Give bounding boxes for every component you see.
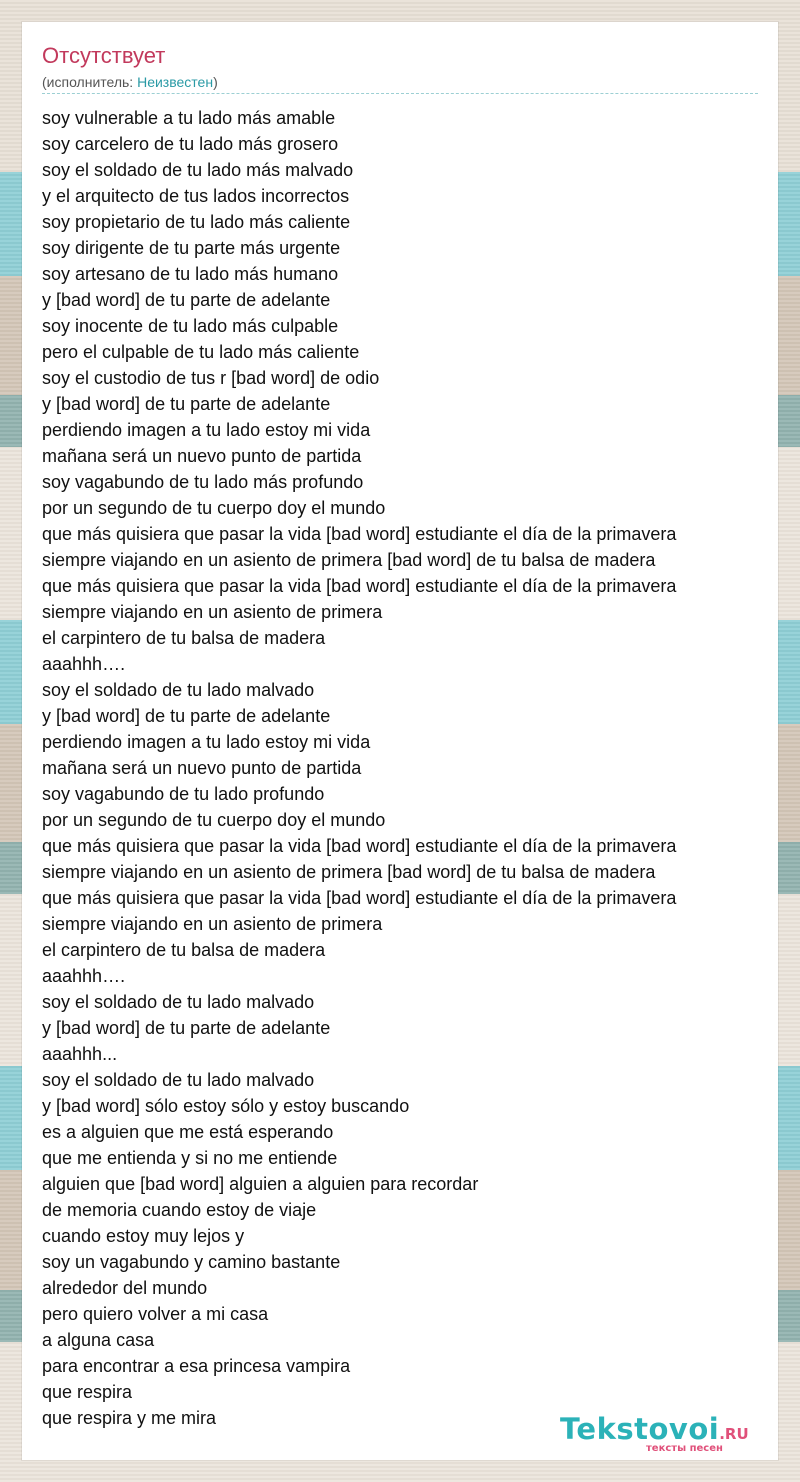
lyric-line: mañana será un nuevo punto de partida <box>42 758 362 778</box>
lyric-line: el carpintero de tu balsa de madera <box>42 628 326 648</box>
lyric-line: que más quisiera que pasar la vida [bad word] estudiante el día de la primavera <box>42 888 677 908</box>
lyric-line: aaahhh... <box>42 1044 118 1064</box>
title-divider <box>42 93 758 94</box>
lyric-line: soy vagabundo de tu lado profundo <box>42 784 325 804</box>
song-title: Отсутствует <box>42 43 166 68</box>
artist-link[interactable]: Неизвестен <box>137 74 214 90</box>
lyric-line: que más quisiera que pasar la vida [bad word] estudiante el día de la primavera <box>42 576 677 596</box>
lyric-line: que respira y me mira <box>42 1408 217 1428</box>
logo-tagline: тексты песен <box>646 1443 723 1454</box>
lyric-line: perdiendo imagen a tu lado estoy mi vida <box>42 420 371 440</box>
lyric-line: y [bad word] sólo estoy sólo y estoy buscando <box>42 1096 410 1116</box>
artist-line <box>42 73 218 91</box>
lyric-line: soy el soldado de tu lado malvado <box>42 680 315 700</box>
lyrics-text <box>42 105 762 1431</box>
lyric-line: y [bad word] de tu parte de adelante <box>42 1018 331 1038</box>
lyric-line: que más quisiera que pasar la vida [bad word] estudiante el día de la primavera <box>42 524 677 544</box>
lyric-line: el carpintero de tu balsa de madera <box>42 940 326 960</box>
lyrics-card <box>22 22 778 1460</box>
lyric-line: es a alguien que me está esperando <box>42 1122 334 1142</box>
lyric-line: soy inocente de tu lado más culpable <box>42 316 339 336</box>
site-logo[interactable] <box>560 1412 770 1456</box>
lyric-line: cuando estoy muy lejos y <box>42 1226 245 1246</box>
lyric-line: alguien que [bad word] alguien a alguien para recordar <box>42 1174 479 1194</box>
lyric-line: y [bad word] de tu parte de adelante <box>42 290 331 310</box>
lyric-line: de memoria cuando estoy de viaje <box>42 1200 317 1220</box>
lyric-line: que respira <box>42 1382 133 1402</box>
lyric-line: perdiendo imagen a tu lado estoy mi vida <box>42 732 371 752</box>
lyric-line: soy vulnerable a tu lado más amable <box>42 108 336 128</box>
lyric-line: y [bad word] de tu parte de adelante <box>42 394 331 414</box>
lyric-line: aaahhh…. <box>42 966 126 986</box>
artist-prefix: (исполнитель: <box>42 74 138 90</box>
lyric-line: a alguna casa <box>42 1330 155 1350</box>
lyric-line: soy el soldado de tu lado más malvado <box>42 160 354 180</box>
lyric-line: pero el culpable de tu lado más caliente <box>42 342 360 362</box>
lyric-line: que me entienda y si no me entiende <box>42 1148 338 1168</box>
lyric-line: que más quisiera que pasar la vida [bad word] estudiante el día de la primavera <box>42 836 677 856</box>
lyric-line: alrededor del mundo <box>42 1278 208 1298</box>
lyric-line: soy dirigente de tu parte más urgente <box>42 238 341 258</box>
logo-main-text: Tekstovoi <box>560 1412 720 1446</box>
lyric-line: soy carcelero de tu lado más grosero <box>42 134 339 154</box>
lyric-line: soy artesano de tu lado más humano <box>42 264 339 284</box>
lyric-line: siempre viajando en un asiento de primera [bad word] de tu balsa de madera <box>42 862 656 882</box>
lyric-line: y [bad word] de tu parte de adelante <box>42 706 331 726</box>
lyric-line: mañana será un nuevo punto de partida <box>42 446 362 466</box>
lyric-line: soy propietario de tu lado más caliente <box>42 212 351 232</box>
lyric-line: por un segundo de tu cuerpo doy el mundo <box>42 810 386 830</box>
logo-tld: .RU <box>719 1425 749 1443</box>
artist-suffix: ) <box>213 74 218 90</box>
lyric-line: siempre viajando en un asiento de primera <box>42 914 383 934</box>
lyric-line: siempre viajando en un asiento de primera [bad word] de tu balsa de madera <box>42 550 656 570</box>
lyric-line: soy un vagabundo y camino bastante <box>42 1252 341 1272</box>
lyric-line: pero quiero volver a mi casa <box>42 1304 269 1324</box>
lyric-line: aaahhh…. <box>42 654 126 674</box>
lyric-line: soy el soldado de tu lado malvado <box>42 1070 315 1090</box>
lyric-line: y el arquitecto de tus lados incorrectos <box>42 186 350 206</box>
lyric-line: soy el soldado de tu lado malvado <box>42 992 315 1012</box>
lyric-line: siempre viajando en un asiento de primera <box>42 602 383 622</box>
lyric-line: soy el custodio de tus r [bad word] de odio <box>42 368 380 388</box>
lyric-line: para encontrar a esa princesa vampira <box>42 1356 351 1376</box>
lyric-line: por un segundo de tu cuerpo doy el mundo <box>42 498 386 518</box>
lyric-line: soy vagabundo de tu lado más profundo <box>42 472 364 492</box>
